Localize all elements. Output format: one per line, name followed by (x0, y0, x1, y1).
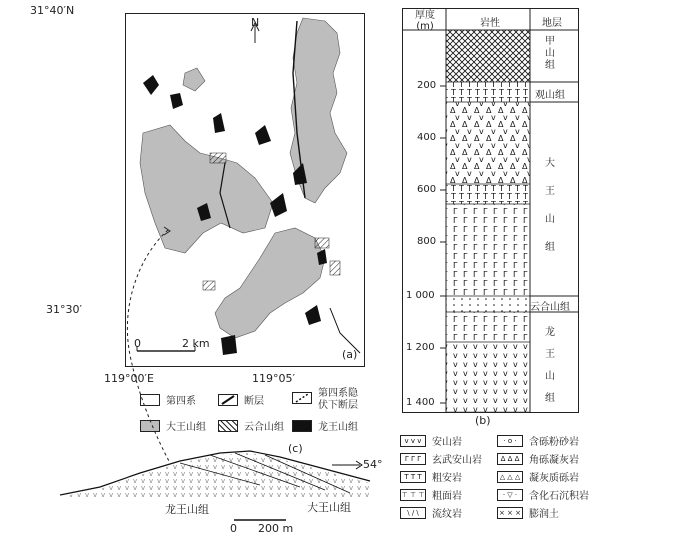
trachyandesite-swatch: T T T (400, 471, 426, 483)
legend-label: 第四系隐伏下断层 (318, 388, 358, 411)
formation-longwangshan: 龙王山组 (545, 327, 555, 404)
tick-600: 600 (417, 184, 437, 195)
rock-tuffaceous-conglomerate (497, 469, 579, 484)
rock-breccia-tuff (497, 451, 579, 466)
pebbly-siltstone-swatch: · o · (497, 435, 523, 447)
cross-section (60, 225, 390, 535)
dip-label: 54° (363, 458, 383, 471)
tick-1000: 1 000 (406, 290, 435, 301)
rock-basaltic-andesite (400, 451, 482, 466)
rock-label: 含砾粉砂岩 (529, 437, 579, 448)
section-right-unit: 大王山组 (307, 501, 351, 514)
legend-label: 龙王山组 (318, 422, 358, 433)
hatch-unit-1 (210, 153, 226, 163)
rock-label: 粗面岩 (432, 491, 462, 502)
legend-label: 第四系 (166, 396, 196, 407)
section-panel-label: (c) (288, 442, 303, 455)
legend-label: 云合山组 (244, 422, 284, 433)
col-header-formation: 地层 (542, 18, 562, 29)
rock-bentonite (497, 505, 559, 520)
rock-label: 玄武安山岩 (432, 455, 482, 466)
rock-trachyte (400, 487, 462, 502)
rock-label: 流纹岩 (432, 509, 462, 520)
rock-andesite (400, 433, 462, 448)
section-scale-label: 200 m (258, 522, 294, 535)
col-header-lithology: 岩性 (480, 18, 500, 29)
rock-pebbly-siltstone (497, 433, 579, 448)
tuffaceous-conglomerate-swatch: △ △ △ (497, 471, 523, 483)
trachyte-swatch: ⊤ ⊤ ⊤ (401, 490, 425, 499)
rock-label: 粗安岩 (432, 473, 462, 484)
col-header-thickness: 厚度 (m) (415, 10, 435, 32)
map-scale-label: 2 km (182, 337, 210, 350)
andesite-swatch: v v v (400, 435, 426, 447)
rock-label: 含化石沉积岩 (529, 491, 589, 502)
longitude-left-label: 119°00′E (104, 372, 154, 385)
section-left-unit: 龙王山组 (165, 503, 209, 516)
fossil-sedimentary-swatch: · ▽ · (497, 489, 523, 501)
formation-jiashan: 甲山组 (545, 36, 555, 71)
tick-200: 200 (417, 80, 437, 91)
map-panel-label: (a) (342, 348, 358, 361)
rock-label: 凝灰质砾岩 (529, 473, 579, 484)
column-panel-label: (b) (475, 414, 491, 427)
formation-guanshan: 观山组 (535, 90, 565, 101)
section-scale-zero: 0 (230, 522, 237, 535)
latitude-top-label: 31°40′N (30, 4, 75, 17)
north-label: N (251, 16, 260, 29)
rock-label: 安山岩 (432, 437, 462, 448)
rock-rhyolite (400, 505, 462, 520)
rhyolite-swatch: \ / \ (400, 507, 426, 519)
basaltic-andesite-swatch: Γ Γ Γ (400, 453, 426, 465)
tick-1400: 1 400 (406, 397, 435, 408)
tick-1200: 1 200 (406, 342, 435, 353)
tick-800: 800 (417, 236, 437, 247)
rock-label: 角砾凝灰岩 (529, 455, 579, 466)
longitude-right-label: 119°05′ (252, 372, 295, 385)
rock-trachyandesite (400, 469, 462, 484)
tick-400: 400 (417, 132, 437, 143)
latitude-mid-label: 31°30′ (46, 303, 82, 316)
link-arrow (127, 230, 170, 463)
map-scale-zero: 0 (134, 337, 141, 350)
rock-fossil-sedimentary (497, 487, 589, 502)
legend-label: 断层 (244, 396, 264, 407)
rock-label: 膨润土 (529, 509, 559, 520)
breccia-tuff-swatch: Δ Δ Δ (497, 453, 523, 465)
formation-yunheshan: 云合山组 (530, 302, 570, 313)
bentonite-swatch: × × × (498, 508, 522, 517)
formation-dawangshan: 大王山组 (545, 158, 555, 253)
legend-label: 大王山组 (166, 422, 206, 433)
